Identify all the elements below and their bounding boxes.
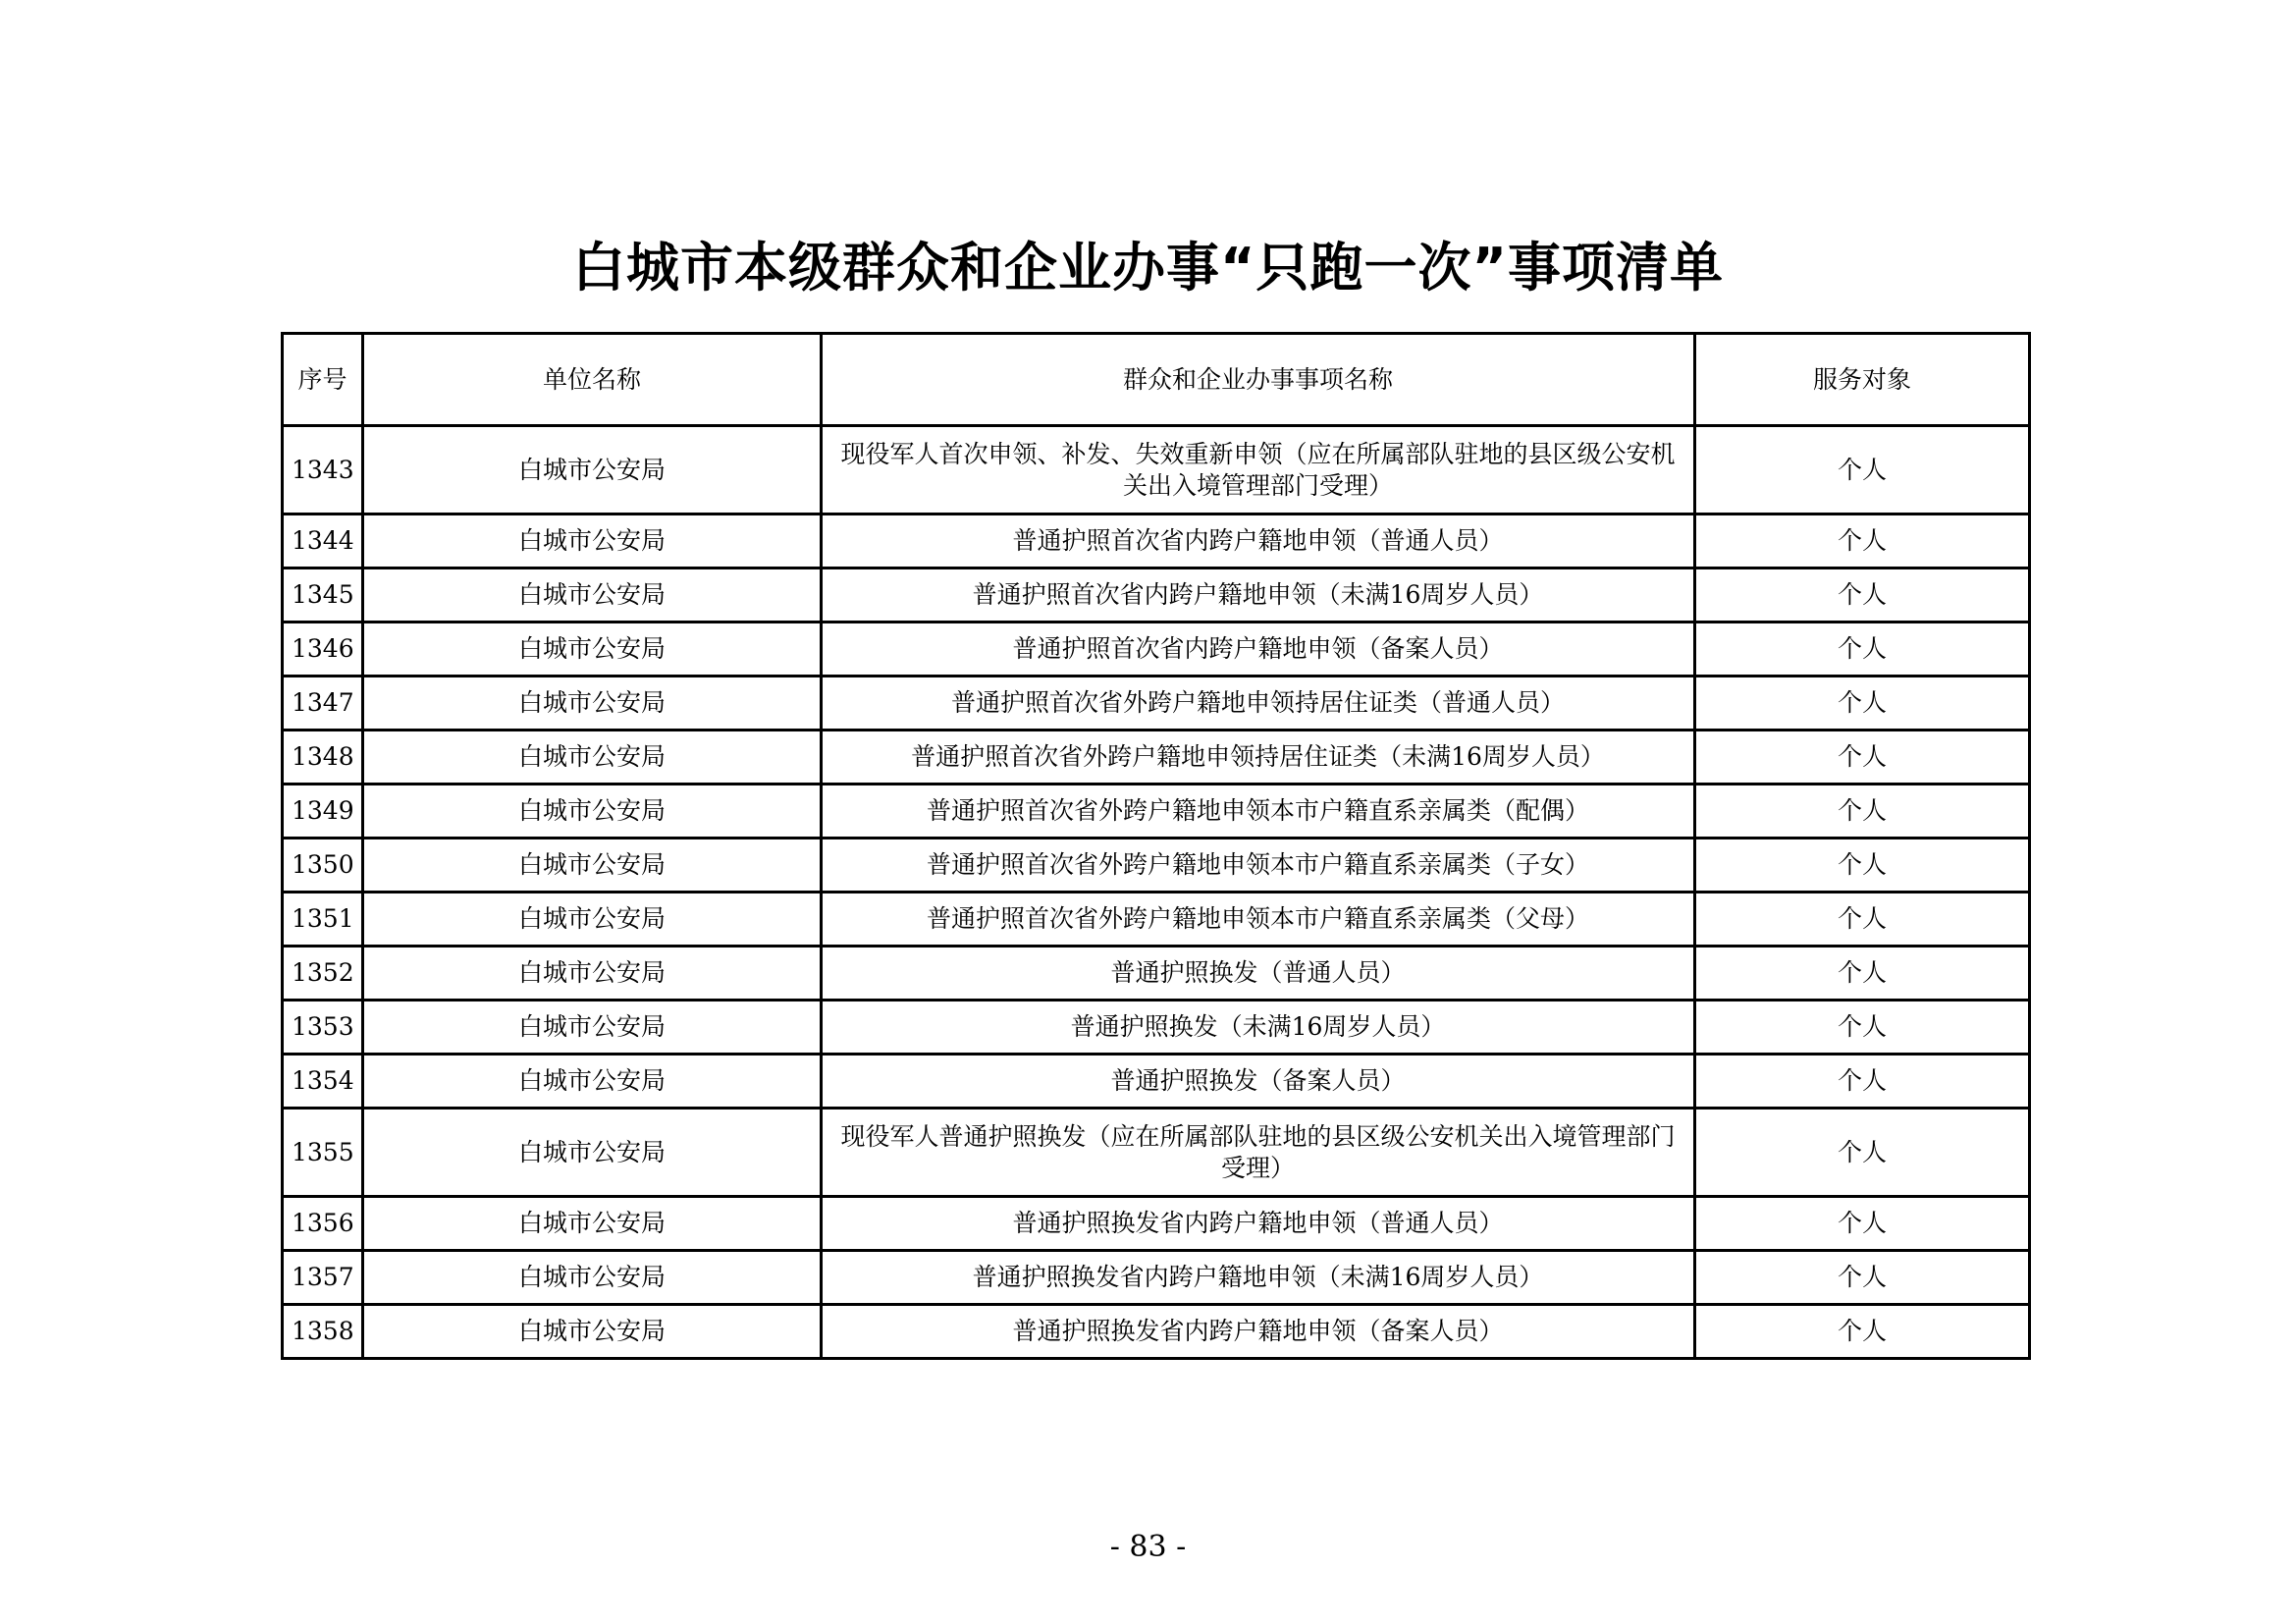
cell-item: 普通护照首次省外跨户籍地申领本市户籍直系亲属类（配偶） xyxy=(822,785,1695,839)
header-target: 服务对象 xyxy=(1695,334,2030,426)
cell-unit: 白城市公安局 xyxy=(363,731,822,785)
cell-item: 普通护照首次省内跨户籍地申领（备案人员） xyxy=(822,623,1695,677)
cell-unit: 白城市公安局 xyxy=(363,1055,822,1109)
table-row xyxy=(283,623,2030,677)
table-row xyxy=(283,785,2030,839)
cell-seq: 1355 xyxy=(283,1109,363,1197)
cell-item: 普通护照首次省外跨户籍地申领持居住证类（普通人员） xyxy=(822,677,1695,731)
table-row xyxy=(283,1001,2030,1055)
cell-item: 普通护照换发省内跨户籍地申领（备案人员） xyxy=(822,1305,1695,1359)
cell-seq: 1354 xyxy=(283,1055,363,1109)
cell-target: 个人 xyxy=(1695,947,2030,1001)
cell-unit: 白城市公安局 xyxy=(363,947,822,1001)
cell-item: 普通护照换发省内跨户籍地申领（普通人员） xyxy=(822,1197,1695,1251)
cell-seq: 1357 xyxy=(283,1251,363,1305)
cell-seq: 1351 xyxy=(283,893,363,947)
cell-unit: 白城市公安局 xyxy=(363,426,822,514)
table-row xyxy=(283,568,2030,623)
cell-target: 个人 xyxy=(1695,1197,2030,1251)
cell-unit: 白城市公安局 xyxy=(363,677,822,731)
cell-item: 普通护照首次省内跨户籍地申领（未满16周岁人员） xyxy=(822,568,1695,623)
header-item: 群众和企业办事事项名称 xyxy=(822,334,1695,426)
table-header-row xyxy=(283,334,2030,426)
cell-unit: 白城市公安局 xyxy=(363,785,822,839)
cell-item: 现役军人普通护照换发（应在所属部队驻地的县区级公安机关出入境管理部门受理） xyxy=(822,1109,1695,1197)
table-row xyxy=(283,1055,2030,1109)
cell-seq: 1356 xyxy=(283,1197,363,1251)
cell-unit: 白城市公安局 xyxy=(363,514,822,568)
page-number: - 83 - xyxy=(1109,1530,1187,1564)
cell-target: 个人 xyxy=(1695,731,2030,785)
cell-target: 个人 xyxy=(1695,1001,2030,1055)
cell-seq: 1349 xyxy=(283,785,363,839)
cell-unit: 白城市公安局 xyxy=(363,1001,822,1055)
cell-unit: 白城市公安局 xyxy=(363,1197,822,1251)
table-row xyxy=(283,839,2030,893)
cell-target: 个人 xyxy=(1695,1055,2030,1109)
table-row xyxy=(283,1197,2030,1251)
matters-table xyxy=(281,332,2031,1360)
table-row xyxy=(283,1305,2030,1359)
cell-target: 个人 xyxy=(1695,785,2030,839)
cell-unit: 白城市公安局 xyxy=(363,893,822,947)
cell-target: 个人 xyxy=(1695,677,2030,731)
cell-seq: 1347 xyxy=(283,677,363,731)
table-row xyxy=(283,731,2030,785)
cell-target: 个人 xyxy=(1695,426,2030,514)
cell-item: 普通护照换发省内跨户籍地申领（未满16周岁人员） xyxy=(822,1251,1695,1305)
cell-item: 普通护照首次省外跨户籍地申领本市户籍直系亲属类（父母） xyxy=(822,893,1695,947)
cell-item: 现役军人首次申领、补发、失效重新申领（应在所属部队驻地的县区级公安机关出入境管理部门受理） xyxy=(822,426,1695,514)
cell-unit: 白城市公安局 xyxy=(363,568,822,623)
cell-target: 个人 xyxy=(1695,1251,2030,1305)
cell-item: 普通护照换发（未满16周岁人员） xyxy=(822,1001,1695,1055)
cell-target: 个人 xyxy=(1695,893,2030,947)
cell-item: 普通护照首次省内跨户籍地申领（普通人员） xyxy=(822,514,1695,568)
cell-seq: 1346 xyxy=(283,623,363,677)
header-seq: 序号 xyxy=(283,334,363,426)
cell-unit: 白城市公安局 xyxy=(363,1251,822,1305)
table-row xyxy=(283,1251,2030,1305)
table-row xyxy=(283,893,2030,947)
cell-seq: 1352 xyxy=(283,947,363,1001)
table-row xyxy=(283,426,2030,514)
cell-item: 普通护照换发（备案人员） xyxy=(822,1055,1695,1109)
cell-unit: 白城市公安局 xyxy=(363,839,822,893)
cell-target: 个人 xyxy=(1695,839,2030,893)
table-row xyxy=(283,947,2030,1001)
cell-seq: 1350 xyxy=(283,839,363,893)
cell-seq: 1348 xyxy=(283,731,363,785)
table-row xyxy=(283,514,2030,568)
cell-seq: 1343 xyxy=(283,426,363,514)
cell-target: 个人 xyxy=(1695,514,2030,568)
cell-seq: 1358 xyxy=(283,1305,363,1359)
table-body xyxy=(283,426,2030,1359)
header-unit: 单位名称 xyxy=(363,334,822,426)
cell-target: 个人 xyxy=(1695,1109,2030,1197)
table-row xyxy=(283,677,2030,731)
table-row xyxy=(283,1109,2030,1197)
cell-item: 普通护照换发（普通人员） xyxy=(822,947,1695,1001)
cell-item: 普通护照首次省外跨户籍地申领本市户籍直系亲属类（子女） xyxy=(822,839,1695,893)
cell-item: 普通护照首次省外跨户籍地申领持居住证类（未满16周岁人员） xyxy=(822,731,1695,785)
cell-seq: 1344 xyxy=(283,514,363,568)
cell-target: 个人 xyxy=(1695,568,2030,623)
page-title: 白城市本级群众和企业办事“只跑一次”事项清单 xyxy=(572,237,1724,298)
cell-unit: 白城市公安局 xyxy=(363,1305,822,1359)
cell-unit: 白城市公安局 xyxy=(363,623,822,677)
cell-target: 个人 xyxy=(1695,1305,2030,1359)
cell-seq: 1345 xyxy=(283,568,363,623)
cell-seq: 1353 xyxy=(283,1001,363,1055)
cell-unit: 白城市公安局 xyxy=(363,1109,822,1197)
cell-target: 个人 xyxy=(1695,623,2030,677)
